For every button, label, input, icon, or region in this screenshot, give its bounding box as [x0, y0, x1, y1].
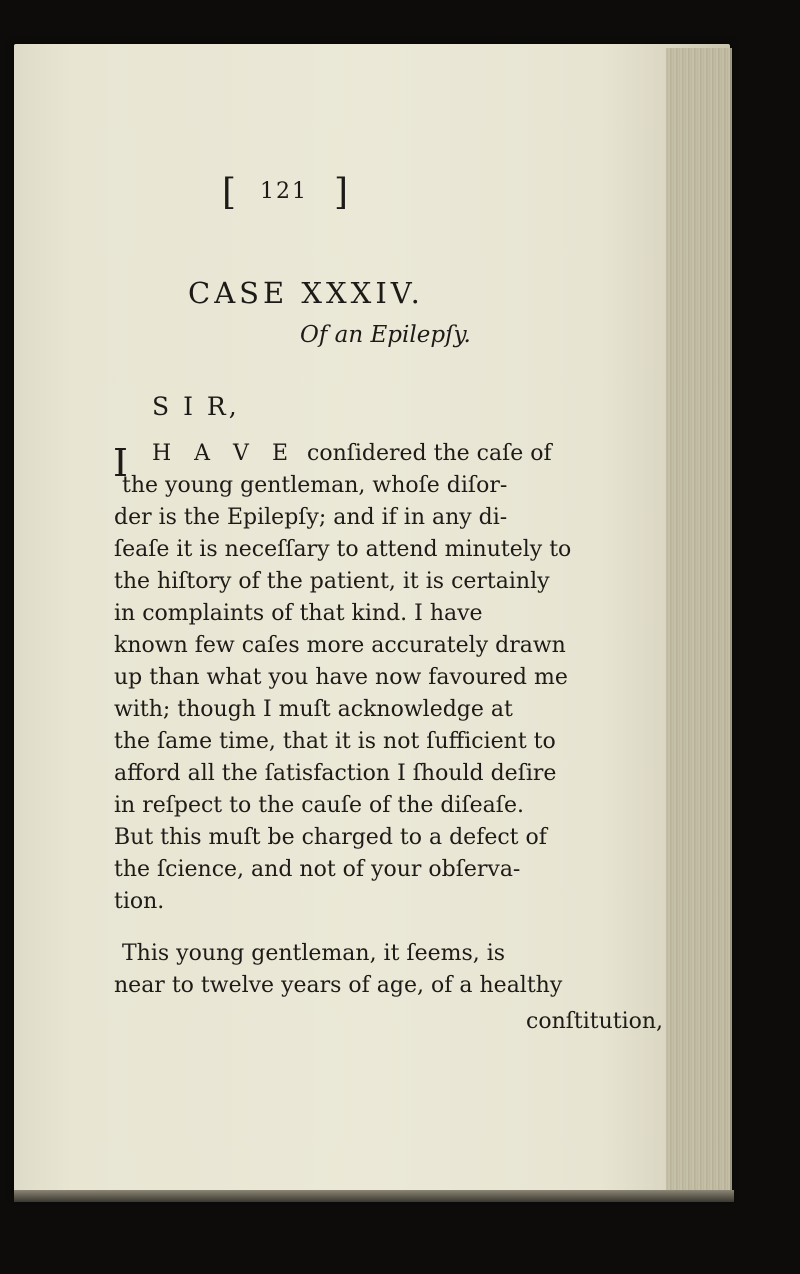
- body-line: known few caſes more accurately drawn: [114, 633, 566, 658]
- header-bracket-left: [: [222, 172, 239, 213]
- body-line: But this muſt be charged to a defect of: [114, 825, 547, 850]
- case-title: CASE XXXIV.: [188, 276, 424, 310]
- body-line: ſeaſe it is neceſſary to attend minutely to: [114, 537, 572, 562]
- first-line-rest: conſidered the caſe of: [307, 441, 552, 466]
- drop-cap: I: [113, 441, 129, 485]
- page-edges: [666, 48, 732, 1190]
- para2-line: This young gentleman, it ſeems, is: [122, 941, 506, 966]
- page-header: [222, 172, 350, 213]
- body-line: tion.: [114, 889, 165, 914]
- book-bottom-edge: [14, 1190, 734, 1202]
- catchword: conſtitution,: [526, 1009, 664, 1034]
- header-bracket-right: ]: [334, 172, 351, 213]
- salutation: S I R,: [152, 392, 240, 421]
- body-line: der is the Epilepſy; and if in any di-: [114, 505, 508, 530]
- body-line: in complaints of that kind. I have: [114, 601, 483, 626]
- body-line: the young gentleman, whoſe diſor-: [122, 473, 508, 498]
- body-line: in reſpect to the cauſe of the diſeaſe.: [114, 793, 524, 818]
- body-line: afford all the ſatisfaction I ſhould deſire: [114, 761, 557, 786]
- page-number: 121: [260, 179, 309, 204]
- body-line: with; though I muſt acknowledge at: [114, 697, 513, 722]
- first-line: [152, 441, 552, 466]
- body-line: the hiſtory of the patient, it is certainly: [114, 569, 550, 594]
- para2-line: near to twelve years of age, of a healthy: [114, 973, 563, 998]
- body-line: up than what you have now favoured me: [114, 665, 568, 690]
- body-line: the ſcience, and not of your obſerva-: [114, 857, 521, 882]
- first-line-caps: H A V E: [152, 441, 296, 466]
- body-line: the ſame time, that it is not ſufficient to: [114, 729, 556, 754]
- case-subtitle: Of an Epilepſy.: [300, 322, 471, 348]
